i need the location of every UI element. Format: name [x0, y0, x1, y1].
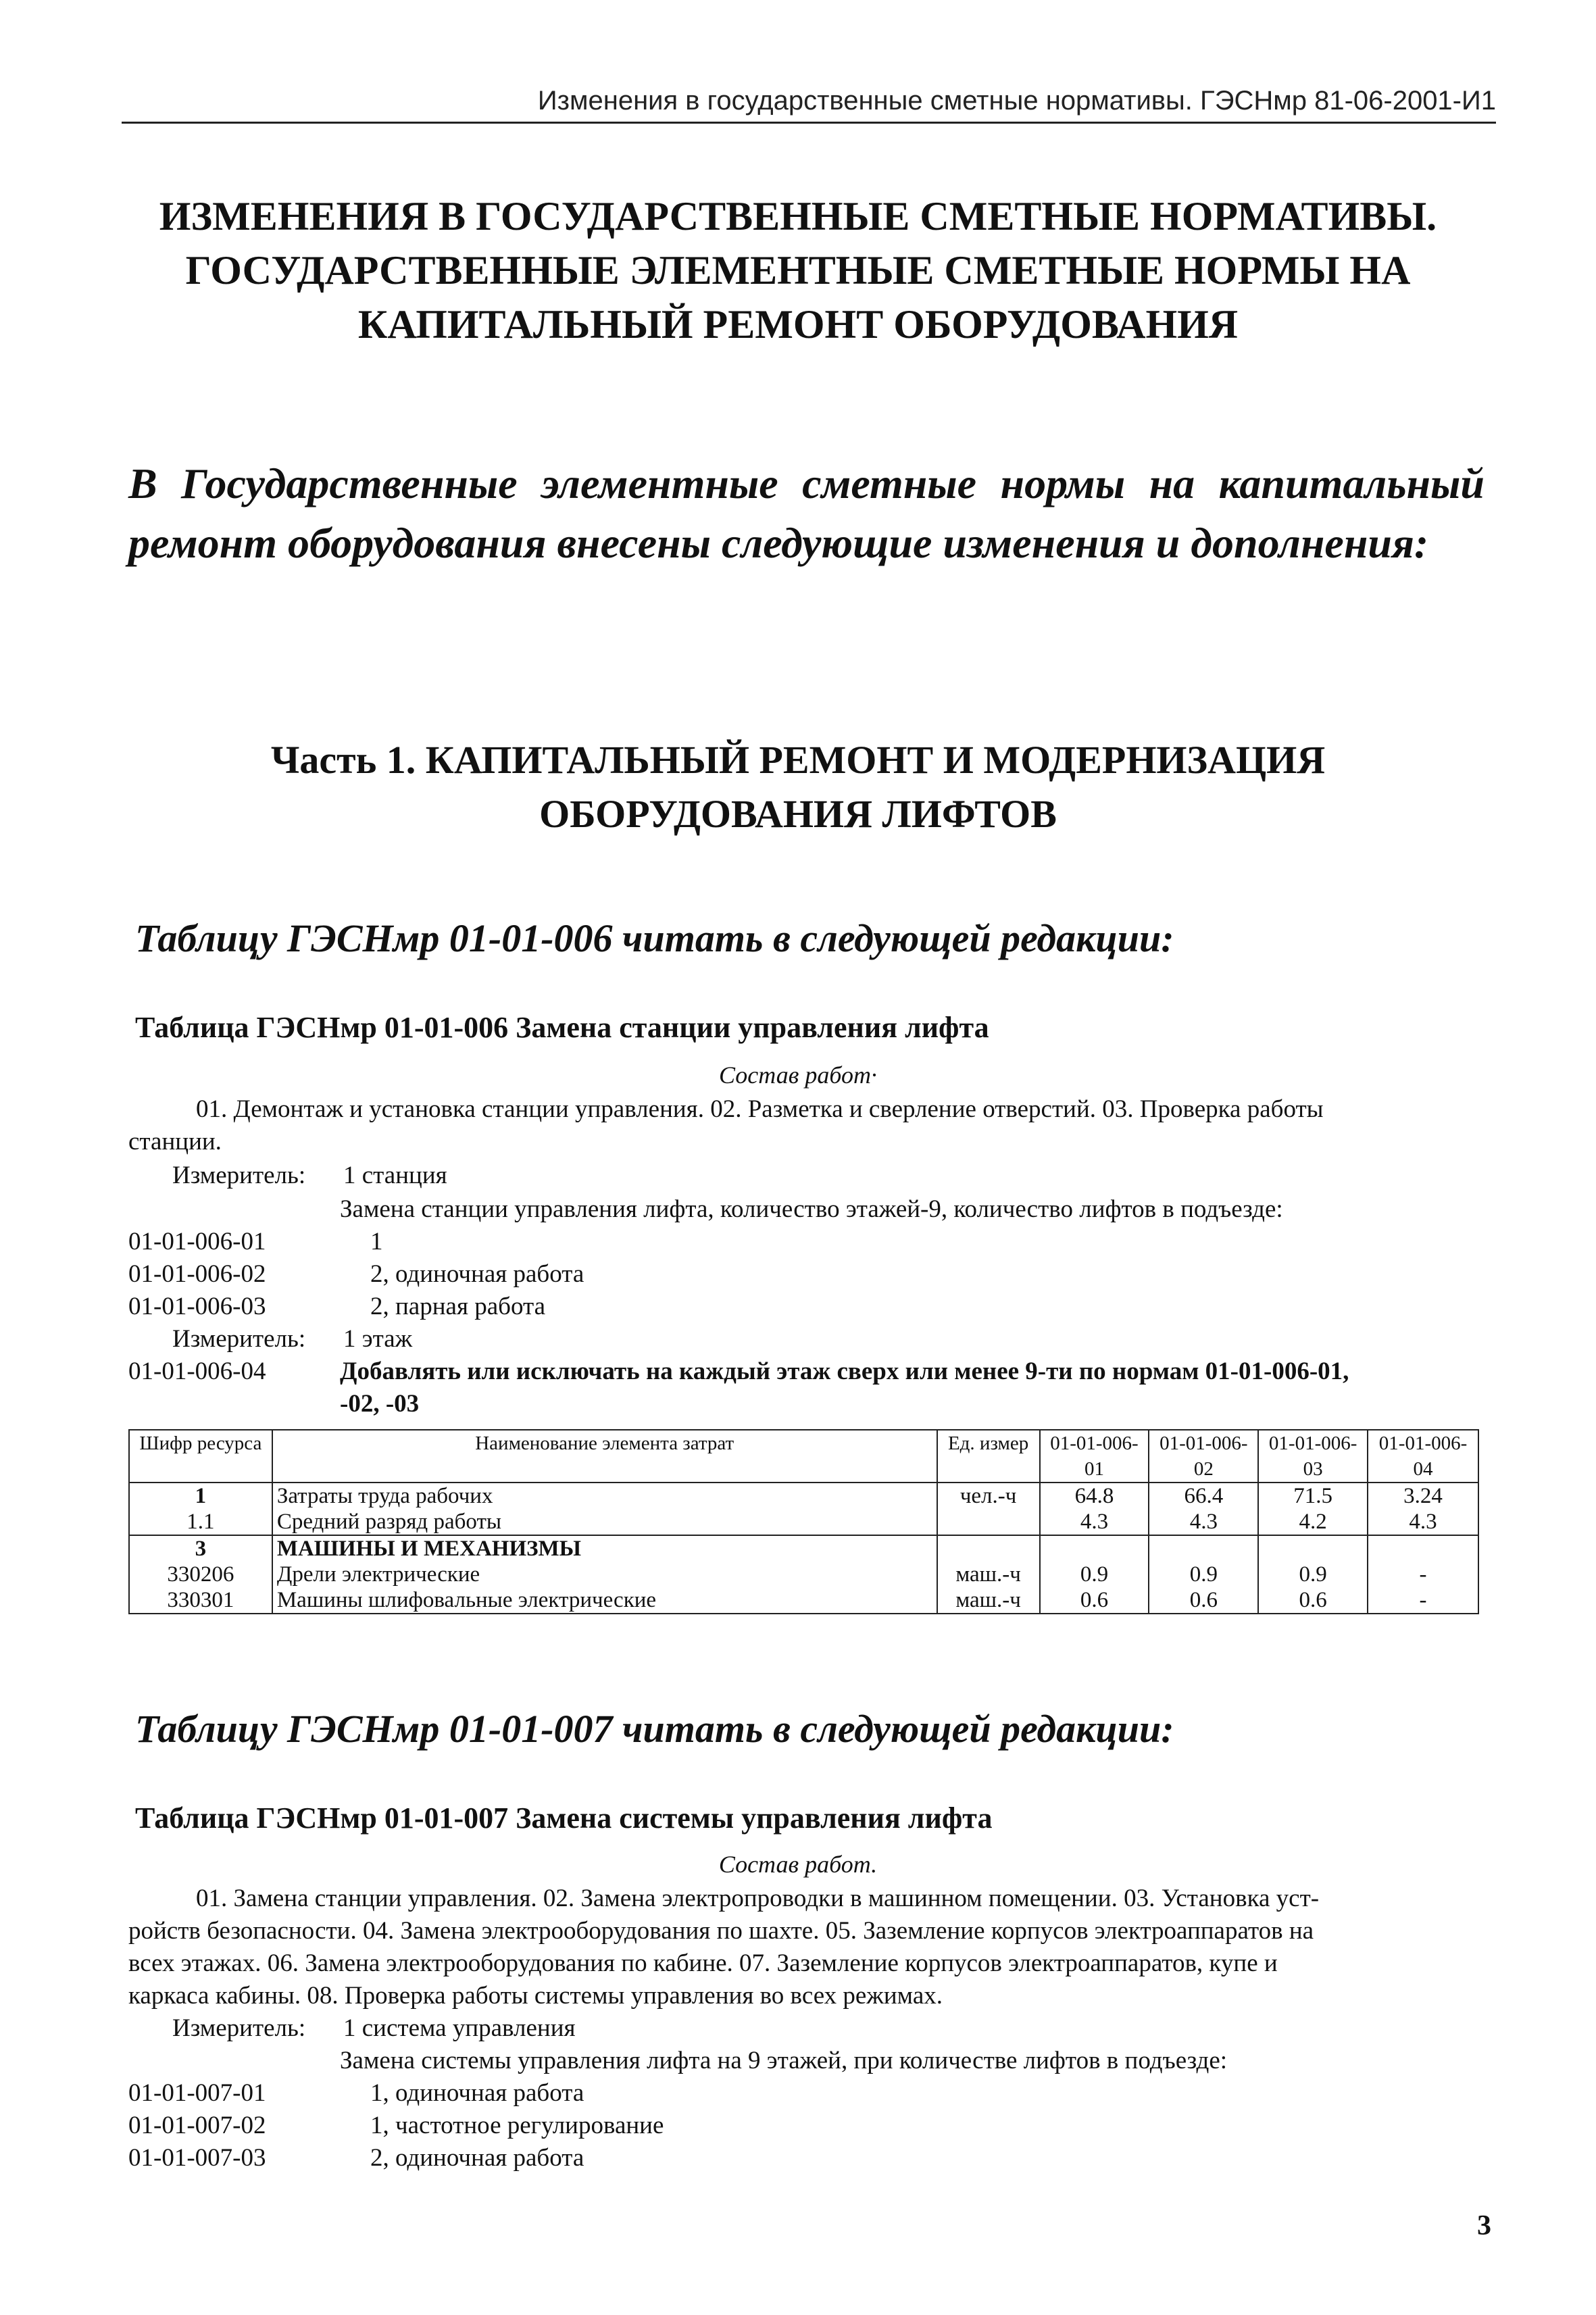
- part-title: [128, 733, 1468, 841]
- norm-code: 01-01-006-04: [128, 1358, 266, 1385]
- section1-works-line: 01. Демонтаж и установка станции управления. 02. Разметка и сверление отверстий. 03. Проверка работы: [196, 1095, 1324, 1123]
- cell-value: -: [1368, 1562, 1478, 1587]
- cell-value: 0.6: [1149, 1587, 1258, 1614]
- norm-code-text: 1, частотное регулирование: [370, 2112, 664, 2139]
- cell-code: 3: [129, 1535, 272, 1562]
- cell-unit: чел.-ч: [937, 1483, 1040, 1509]
- cell-code: 1: [129, 1483, 272, 1509]
- cell-name: Машины шлифовальные электрические: [272, 1587, 937, 1614]
- norm-description: Замена системы управления лифта на 9 этажей, при количестве лифтов в подъезде:: [340, 2047, 1228, 2074]
- norm-description: Замена станции управления лифта, количество этажей-9, количество лифтов в подъезде:: [340, 1195, 1283, 1223]
- norm-code: 01-01-007-03: [128, 2144, 266, 2172]
- table-row: [129, 1483, 1478, 1509]
- table-header: 01-01-006-01: [1040, 1430, 1149, 1483]
- section2-works-line: каркаса кабины. 08. Проверка работы системы управления во всех режимах.: [128, 1982, 943, 2010]
- cell-value: [1149, 1535, 1258, 1562]
- norm-code: 01-01-007-02: [128, 2112, 266, 2139]
- cell-value: -: [1368, 1587, 1478, 1614]
- cell-name: Затраты труда рабочих: [272, 1483, 937, 1509]
- cell-unit: маш.-ч: [937, 1587, 1040, 1614]
- cell-code: 330206: [129, 1562, 272, 1587]
- title-line: ИЗМЕНЕНИЯ В ГОСУДАРСТВЕННЫЕ СМЕТНЫЕ НОРМАТИВЫ.: [159, 194, 1437, 239]
- cell-value: 0.6: [1040, 1587, 1149, 1614]
- table-header: 01-01-006-04: [1368, 1430, 1478, 1483]
- meter-label: Измеритель:: [172, 1325, 306, 1353]
- cell-value: [1368, 1535, 1478, 1562]
- norm-code: 01-01-006-03: [128, 1293, 266, 1320]
- meter-value: 1 система управления: [343, 2014, 576, 2042]
- section2-works-label: Состав работ.: [718, 1851, 878, 1878]
- cell-value: 71.5: [1258, 1483, 1368, 1509]
- cell-name: Дрели электрические: [272, 1562, 937, 1587]
- table-header: 01-01-006-02: [1149, 1430, 1258, 1483]
- cell-code: 330301: [129, 1587, 272, 1614]
- table-row: [129, 1562, 1478, 1587]
- norm-code-text: -02, -03: [340, 1390, 420, 1418]
- table-row: [129, 1509, 1478, 1535]
- norm-code: 01-01-007-01: [128, 2079, 266, 2107]
- page-number: 3: [1477, 2210, 1491, 2241]
- section2-works-line: 01. Замена станции управления. 02. Замена электропроводки в машинном помещении. 03. Установка уст-: [196, 1885, 1320, 1912]
- cell-code: 1.1: [129, 1509, 272, 1535]
- table-header-row: [129, 1430, 1478, 1483]
- resource-table: [128, 1429, 1479, 1614]
- cell-unit: [937, 1509, 1040, 1535]
- cell-value: [1258, 1535, 1368, 1562]
- running-header: Изменения в государственные сметные нормативы. ГЭСНмр 81-06-2001-И1: [122, 80, 1496, 124]
- norm-code-text: Добавлять или исключать на каждый этаж сверх или менее 9-ти по нормам 01-01-006-01,: [340, 1358, 1349, 1385]
- cell-value: 0.9: [1258, 1562, 1368, 1587]
- section1-read-title: Таблицу ГЭСНмр 01-01-006 читать в следующей редакции:: [135, 916, 1174, 960]
- intro-paragraph: В Государственные элементные сметные нормы на капитальный ремонт оборудования внесены следующие изменения и дополнения:: [128, 459, 1485, 567]
- norm-code-text: 2, одиночная работа: [370, 2144, 584, 2172]
- cell-unit: [937, 1535, 1040, 1562]
- cell-value: 3.24: [1368, 1483, 1478, 1509]
- document-title: [128, 189, 1468, 351]
- cell-unit: маш.-ч: [937, 1562, 1040, 1587]
- cell-value: 64.8: [1040, 1483, 1149, 1509]
- norm-code-text: 1, одиночная работа: [370, 2079, 584, 2107]
- cell-value: 0.6: [1258, 1587, 1368, 1614]
- section1-works-label: Состав работ·: [719, 1062, 877, 1089]
- section2-table-title: Таблица ГЭСНмр 01-01-007 Замена системы управления лифта: [135, 1801, 993, 1835]
- title-line: КАПИТАЛЬНЫЙ РЕМОНТ ОБОРУДОВАНИЯ: [357, 302, 1239, 347]
- cell-name: МАШИНЫ И МЕХАНИЗМЫ: [272, 1535, 937, 1562]
- cell-value: 4.3: [1149, 1509, 1258, 1535]
- cell-value: 4.3: [1368, 1509, 1478, 1535]
- section2-works-line: всех этажах. 06. Замена электрооборудования по кабине. 07. Заземление корпусов электроаппаратов, купе и: [128, 1949, 1278, 1977]
- cell-value: 4.2: [1258, 1509, 1368, 1535]
- cell-name: Средний разряд работы: [272, 1509, 937, 1535]
- part-title-line: ОБОРУДОВАНИЯ ЛИФТОВ: [539, 792, 1057, 836]
- meter-label: Измеритель:: [172, 1162, 306, 1189]
- norm-code: 01-01-006-02: [128, 1260, 266, 1288]
- title-line: ГОСУДАРСТВЕННЫЕ ЭЛЕМЕНТНЫЕ СМЕТНЫЕ НОРМЫ НА: [185, 248, 1411, 293]
- meter-value: 1 этаж: [343, 1325, 413, 1353]
- meter-label: Измеритель:: [172, 2014, 306, 2042]
- norm-code: 01-01-006-01: [128, 1228, 266, 1255]
- cell-value: 0.9: [1149, 1562, 1258, 1587]
- section1-table-title: Таблица ГЭСНмр 01-01-006 Замена станции управления лифта: [135, 1011, 989, 1044]
- table-header: 01-01-006-03: [1258, 1430, 1368, 1483]
- cell-value: [1040, 1535, 1149, 1562]
- table-row: [129, 1535, 1478, 1562]
- section2-works-line: ройств безопасности. 04. Замена электрооборудования по шахте. 05. Заземление корпусов электроаппаратов на: [128, 1917, 1314, 1945]
- norm-code-text: 2, парная работа: [370, 1293, 546, 1320]
- meter-value: 1 станция: [343, 1162, 447, 1189]
- part-title-line: Часть 1. КАПИТАЛЬНЫЙ РЕМОНТ И МОДЕРНИЗАЦИЯ: [270, 738, 1326, 782]
- section1-works-line: станции.: [128, 1128, 222, 1155]
- table-row: [129, 1587, 1478, 1614]
- table-header: Наименование элемента затрат: [272, 1430, 937, 1483]
- section2-read-title: Таблицу ГЭСНмр 01-01-007 читать в следующей редакции:: [135, 1707, 1174, 1751]
- table-header: Ед. измер: [937, 1430, 1040, 1483]
- cell-value: 0.9: [1040, 1562, 1149, 1587]
- norm-code-text: 2, одиночная работа: [370, 1260, 584, 1288]
- norm-code-text: 1: [370, 1228, 383, 1255]
- cell-value: 66.4: [1149, 1483, 1258, 1509]
- table-header: Шифр ресурса: [129, 1430, 272, 1483]
- cell-value: 4.3: [1040, 1509, 1149, 1535]
